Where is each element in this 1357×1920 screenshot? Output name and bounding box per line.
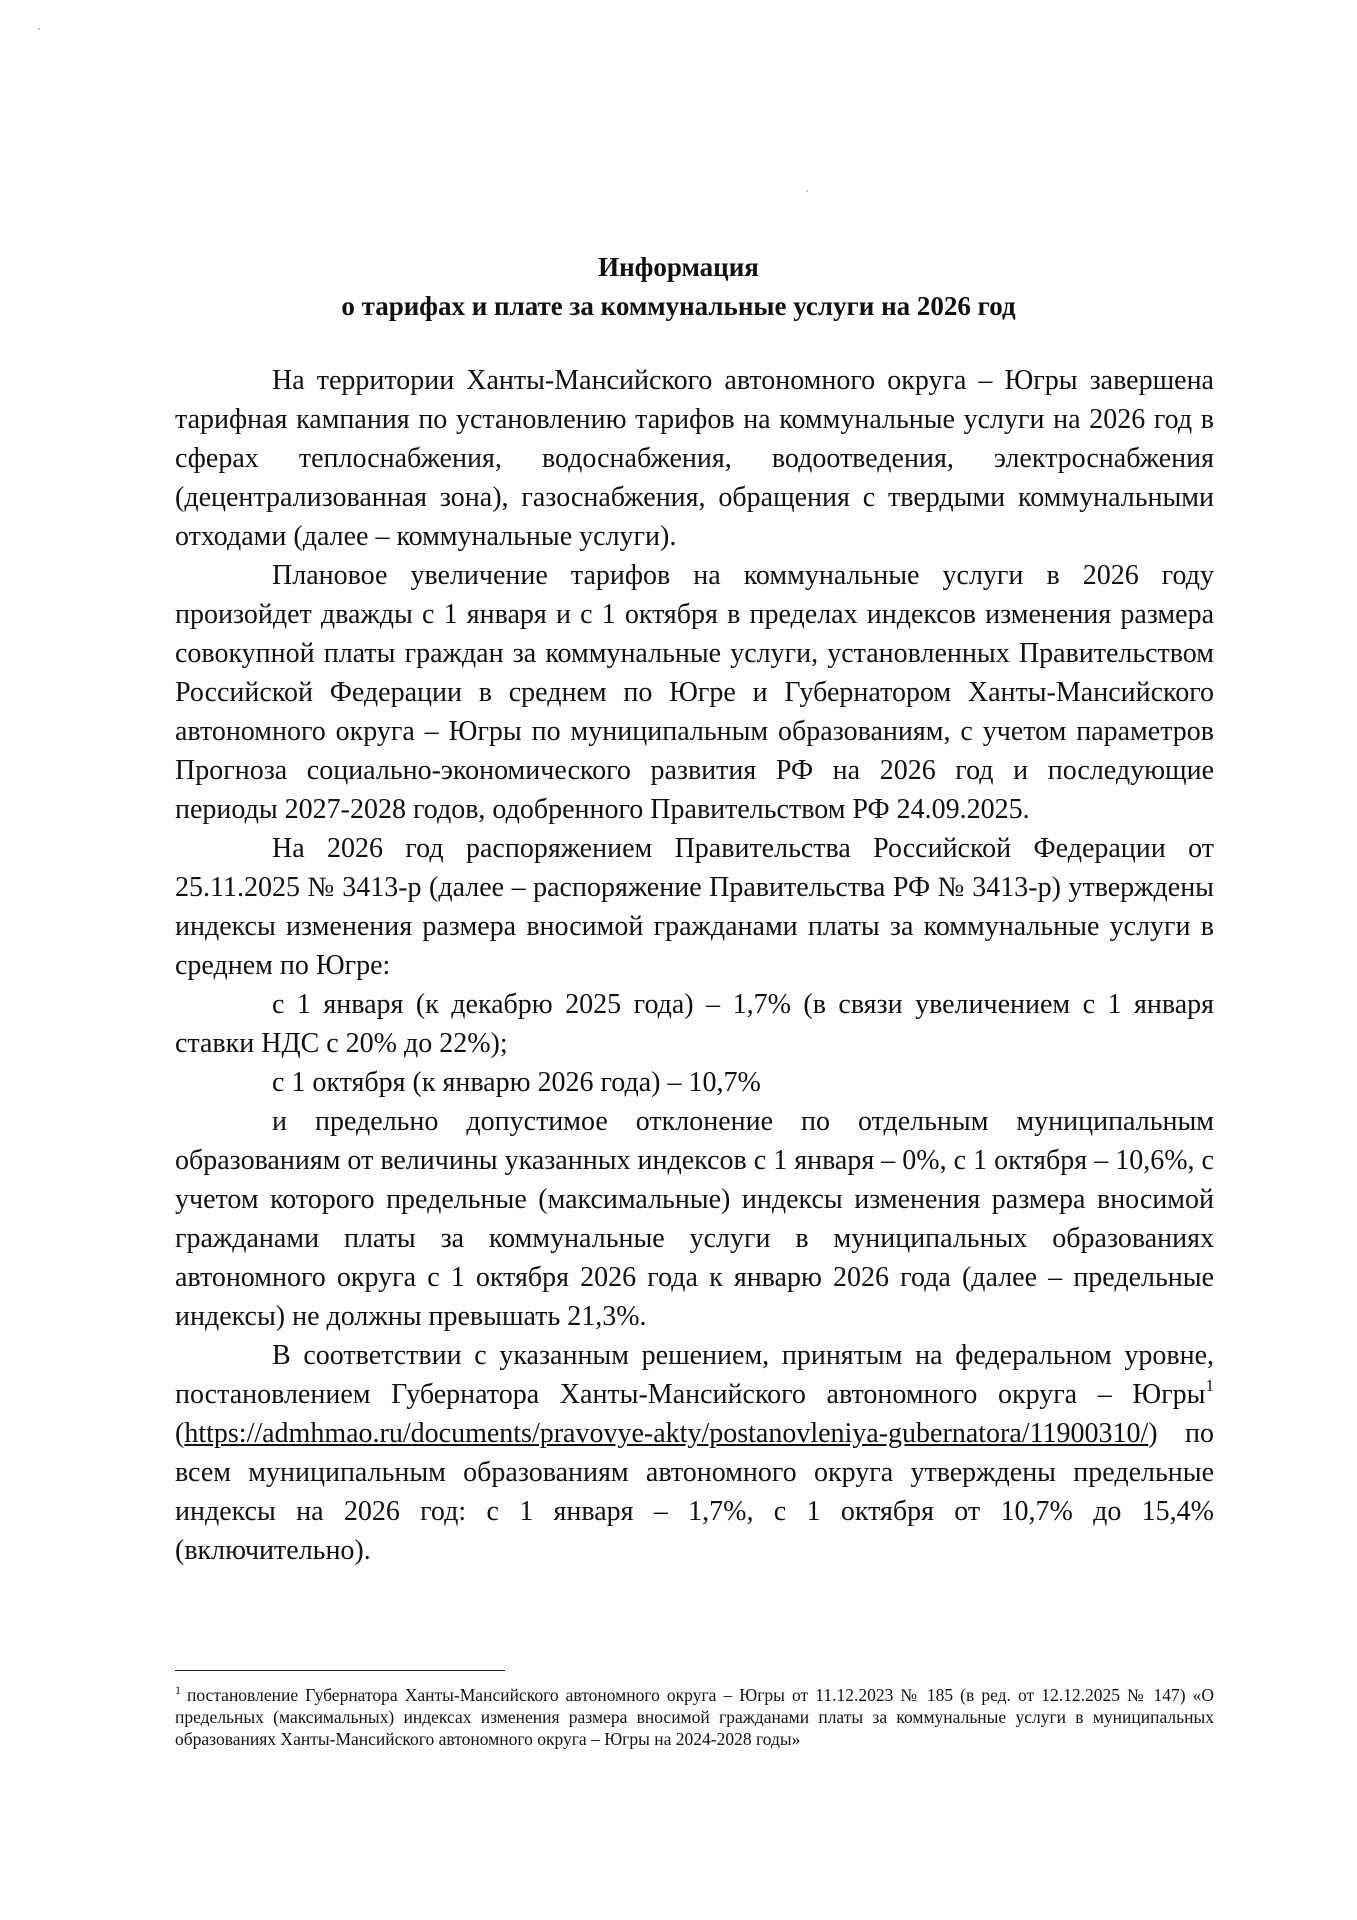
decree-result-text: по всем муниципальным образованиям автономного округа утверждены предельные индексы на 2026 год: с 1 января – 1,7%, с 1 октября от 10,7% до 15,4% (включительно). xyxy=(175,1418,1214,1566)
link-close-paren: ) xyxy=(1148,1418,1158,1449)
document-subtitle: о тарифах и плате за коммунальные услуги на 2026 год xyxy=(341,291,1016,321)
document-body xyxy=(175,361,1214,1570)
footnote-ref[interactable]: 1 xyxy=(1205,1376,1214,1395)
link-open-paren: ( xyxy=(175,1418,185,1449)
scan-speck xyxy=(806,190,808,192)
footnote xyxy=(175,1684,1214,1750)
paragraph-deviation: и предельно допустимое отклонение по отдельным муниципальным образованиям от величины указанных индексов с 1 января – 0%, с 1 октября – 10,6%, с учетом которого предельные (максимальные) индексы изменения размера вносимой гражданами платы за коммунальные услуги в муниципальных образованиях автономного округа с 1 октября 2026 года к январю 2026 года (далее – предельные индексы) не должны превышать 21,3%. xyxy=(175,1106,1214,1332)
paragraph-planned-increase: Плановое увеличение тарифов на коммунальные услуги в 2026 году произойдет дважды с 1 января и с 1 октября в пределах индексов изменения размера совокупной платы граждан за коммунальные услуги, установленных Правительством Российской Федерации в среднем по Югре и Губернатором Ханты-Мансийского автономного округа – Югры по муниципальным образованиям, с учетом параметров Прогноза социально-экономического развития РФ на 2026 год и последующие периоды 2027-2028 годов, одобренного Правительством РФ 24.09.2025. xyxy=(175,560,1214,825)
decree-text: В соответствии с указанным решением, принятым на федеральном уровне, постановлением Губернатора Ханты-Мансийского автономного округа – Югры xyxy=(175,1340,1214,1410)
scan-speck xyxy=(38,28,40,30)
document-title: Информация xyxy=(598,252,759,282)
footnote-text: постановление Губернатора Ханты-Мансийского автономного округа – Югры от 11.12.2023 № 185 (в ред. от 12.12.2025 № 147) «О предельных (максимальных) индексах изменения размера вносимой гражданами платы за коммунальные услуги в муниципальных образованиях Ханты-Мансийского автономного округа – Югры на 2024-2028 годы» xyxy=(175,1685,1214,1749)
paragraph-january-index: с 1 января (к декабрю 2025 года) – 1,7% (в связи увеличением с 1 января ставки НДС с 20% до 22%); xyxy=(175,989,1214,1059)
paragraph-tariff-campaign: На территории Ханты-Мансийского автономного округа – Югры завершена тарифная кампания по установлению тарифов на коммунальные услуги на 2026 год в сферах теплоснабжения, водоснабжения, водоотведения, электроснабжения (децентрализованная зона), газоснабжения, обращения с твердыми коммунальными отходами (далее – коммунальные услуги). xyxy=(175,365,1214,552)
footnote-mark: 1 xyxy=(175,1683,181,1697)
decree-link[interactable]: https://admhmao.ru/documents/pravovye-akty/postanovleniya-gubernatora/11900310/ xyxy=(184,1418,1149,1449)
paragraph-october-index: с 1 октября (к январю 2026 года) – 10,7% xyxy=(272,1067,761,1098)
paragraph-government-order: На 2026 год распоряжением Правительства Российской Федерации от 25.11.2025 № 3413-р (далее – распоряжение Правительства РФ № 3413-р) утверждены индексы изменения размера вносимой гражданами платы за коммунальные услуги в среднем по Югре: xyxy=(175,833,1214,981)
paragraph-governor-decree xyxy=(175,1336,1214,1570)
footnote-divider xyxy=(175,1670,505,1671)
